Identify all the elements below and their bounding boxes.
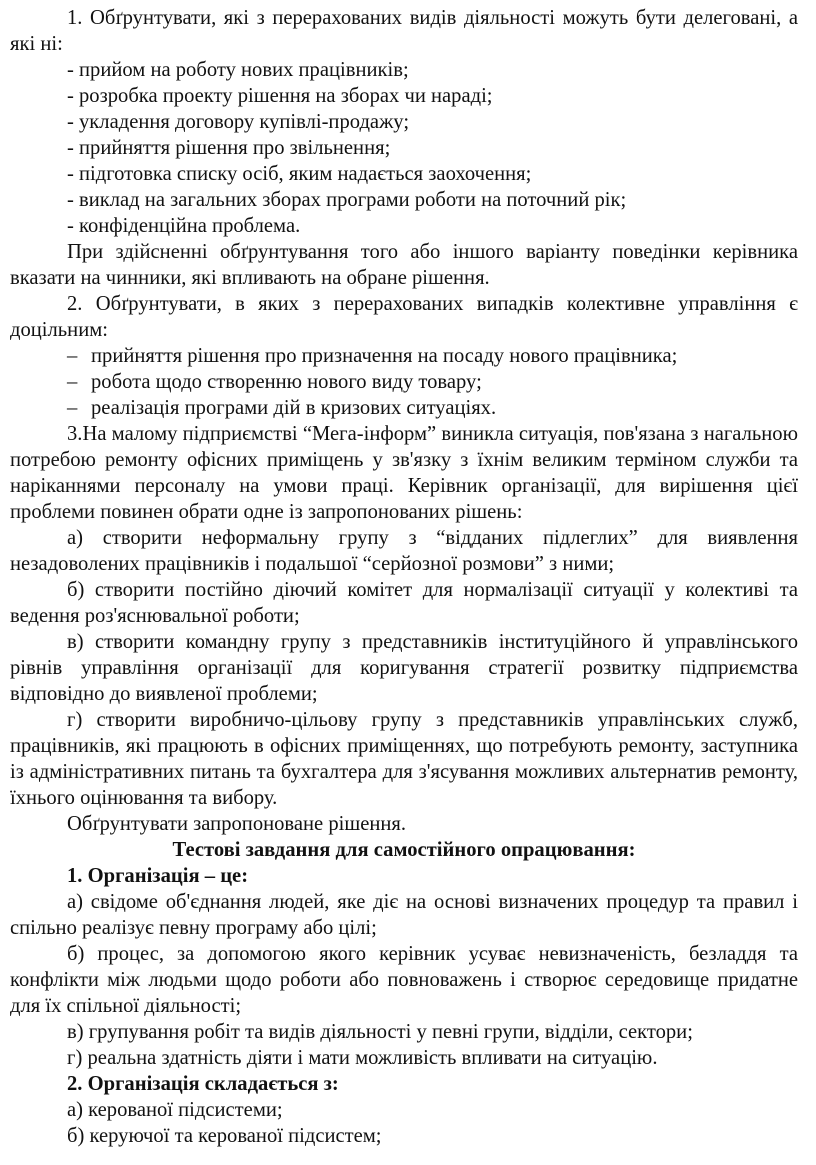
task2-item-text: прийняття рішення про призначення на посаду нового працівника;	[91, 345, 678, 367]
question-option: б) процес, за допомогою якого керівник усуває невизначеність, безладдя та конфлікти між людьми щодо роботи або повноважень і створює середовище придатне для їх спільної діяльності;	[10, 943, 798, 1017]
task3-intro: 3.На малому підприємстві “Мега-інформ” виникла ситуація, пов'язана з нагальною потребою ремонту офісних приміщень у зв'язку з їхнім великим терміном служби та наріканнями персоналу на умови праці. Керівник організації, для вирішення цієї проблеми повинен обрати одне із запропонованих рішень:	[10, 423, 798, 523]
dash-marker: –	[67, 371, 78, 393]
task1-item: - прийом на роботу нових працівників;	[67, 59, 409, 81]
task1-intro: 1. Обґрунтувати, які з перерахованих видів діяльності можуть бути делеговані, а які ні:	[10, 7, 798, 55]
dash-marker: –	[67, 397, 78, 419]
task2-item-text: реалізація програми дій в кризових ситуаціях.	[91, 397, 497, 419]
task1-item: - прийняття рішення про звільнення;	[67, 137, 391, 159]
task3-option: а) створити неформальну групу з “відданих підлеглих” для виявлення незадоволених працівників і подальшої “серйозної розмови” з ними;	[10, 527, 798, 575]
dash-marker: –	[67, 345, 78, 367]
task1-item: - укладення договору купівлі-продажу;	[67, 111, 410, 133]
tests-heading: Тестові завдання для самостійного опрацювання:	[172, 839, 636, 861]
question-option: а) керованої підсистеми;	[67, 1099, 283, 1121]
task2-intro: 2. Обґрунтувати, в яких з перерахованих випадків колективне управління є доцільним:	[10, 293, 798, 341]
question-option: в) групування робіт та видів діяльності у певні групи, відділи, сектори;	[67, 1021, 693, 1043]
task1-item: - конфіденційна проблема.	[67, 215, 301, 237]
task3-option: в) створити командну групу з представників інституційного й управлінського рівнів управління організації для коригування стратегії розвитку підприємства відповідно до виявленої проблеми;	[10, 631, 798, 705]
task2-item	[10, 343, 798, 369]
task1-note: При здійсненні обґрунтування того або іншого варіанту поведінки керівника вказати на чинники, які впливають на обране рішення.	[10, 241, 798, 289]
task2-item-text: робота щодо створенню нового виду товару;	[91, 371, 482, 393]
task2-item	[10, 395, 798, 421]
task1-item: - підготовка списку осіб, яким надається заохочення;	[67, 163, 532, 185]
task3-option: г) створити виробничо-цільову групу з представників управлінських служб, працівників, які працюють в офісних приміщеннях, що потребують ремонту, заступника із адміністративних питань та бухгалтера для з'ясування можливих альтернатив ремонту, їхнього оцінювання та вибору.	[10, 709, 798, 809]
question-title: 1. Організація – це:	[67, 865, 249, 887]
task1-item: - виклад на загальних зборах програми роботи на поточний рік;	[67, 189, 627, 211]
task2-item	[10, 369, 798, 395]
task3-option: б) створити постійно діючий комітет для нормалізації ситуації у колективі та ведення роз'яснювальної роботи;	[10, 579, 798, 627]
question-option: г) реальна здатність діяти і мати можливість впливати на ситуацію.	[67, 1047, 658, 1069]
task3-conclusion: Обґрунтувати запропоноване рішення.	[67, 813, 407, 835]
question-option: а) свідоме об'єднання людей, яке діє на основі визначених процедур та правил і спільно реалізує певну програму або цілі;	[10, 891, 798, 939]
question-option: б) керуючої та керованої підсистем;	[67, 1125, 382, 1147]
question-title: 2. Організація складається з:	[67, 1073, 339, 1095]
task1-item: - розробка проекту рішення на зборах чи нараді;	[67, 85, 493, 107]
